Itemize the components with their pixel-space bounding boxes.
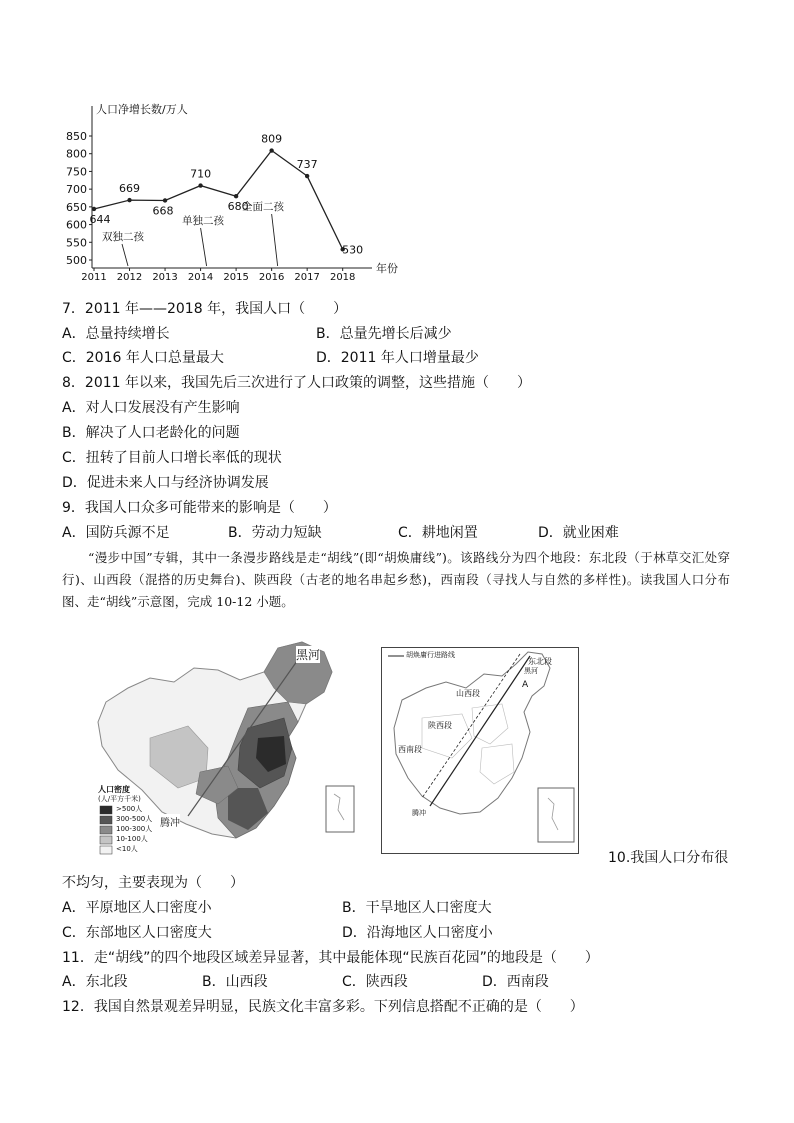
legend-swatch bbox=[100, 846, 112, 854]
data-label: 710 bbox=[190, 167, 212, 181]
data-label: 737 bbox=[296, 158, 318, 172]
data-point bbox=[198, 183, 202, 187]
q11-option-c[interactable]: C．陕西段 bbox=[342, 974, 408, 990]
data-label: 809 bbox=[261, 132, 283, 146]
data-label: 680 bbox=[227, 200, 249, 214]
x-tick-label: 2014 bbox=[187, 272, 214, 280]
q10-option-b[interactable]: B．干旱地区人口密度大 bbox=[342, 900, 492, 916]
label-dongbei-segment: 东北段 bbox=[528, 657, 552, 666]
q7-option-b[interactable]: B．总量先增长后减少 bbox=[316, 326, 452, 342]
y-tick-label: 750 bbox=[66, 165, 87, 179]
policy-annotation: 双独二孩 bbox=[102, 231, 144, 243]
label-shanxi-segment: 山西段 bbox=[456, 689, 480, 698]
legend-label: >500人 bbox=[116, 805, 143, 813]
legend-swatch bbox=[100, 826, 112, 834]
q12-stem: 12．我国自然景观差异明显，民族文化丰富多彩。下列信息搭配不正确的是（ ） bbox=[62, 999, 584, 1015]
label-heihe: 黑河 bbox=[296, 648, 321, 662]
data-point bbox=[269, 148, 273, 152]
data-point bbox=[163, 198, 167, 202]
q8-stem: 8．2011 年以来，我国先后三次进行了人口政策的调整，这些措施（ ） bbox=[62, 375, 531, 391]
x-axis-label: 年份 bbox=[376, 262, 398, 275]
q8-option-c[interactable]: C．扭转了目前人口增长率低的现状 bbox=[62, 450, 282, 466]
label-tengchong: 腾冲 bbox=[160, 814, 180, 829]
q7-option-c[interactable]: C．2016 年人口总量最大 bbox=[62, 350, 224, 366]
y-tick-label: 850 bbox=[66, 130, 87, 143]
legend-unit: (人/平方千米) bbox=[98, 795, 141, 803]
data-point bbox=[127, 198, 131, 202]
data-label: 644 bbox=[89, 212, 111, 226]
route-legend-label: 胡焕庸行进路线 bbox=[406, 651, 455, 659]
x-tick-label: 2016 bbox=[258, 272, 285, 280]
q9-option-a[interactable]: A．国防兵源不足 bbox=[62, 525, 170, 541]
q11-stem: 11．走“胡线”的四个地段区域差异显著，其中最能体现“民族百花园”的地段是（ ） bbox=[62, 950, 599, 966]
x-tick-label: 2017 bbox=[294, 272, 320, 280]
q10-option-d[interactable]: D．沿海地区人口密度小 bbox=[342, 925, 493, 941]
south-sea-inset-2 bbox=[538, 788, 574, 842]
hu-line-route-map bbox=[381, 647, 579, 854]
y-tick-label: 650 bbox=[66, 200, 87, 214]
reading-passage: “漫步中国”专辑，其中一条漫步路线是走“胡线”(即“胡焕庸线”)。该路线分为四个地段：东北段（于林草交汇处穿行)、山西段（混搭的历史舞台)、陕西段（古老的地名串起乡愁)，西南段（寻找人与自然的多样性)。读我国人口分布图、走“胡线”示意图，完成 10-12 小题。 bbox=[62, 550, 730, 609]
q8-option-b[interactable]: B．解决了人口老龄化的问题 bbox=[62, 425, 240, 441]
policy-annotation: 全面二孩 bbox=[242, 201, 284, 213]
data-label: 530 bbox=[342, 243, 364, 257]
legend-swatch bbox=[100, 836, 112, 844]
china-outline-2 bbox=[394, 652, 550, 814]
annotation-arrow bbox=[201, 228, 207, 266]
q7-stem: 7．2011 年——2018 年，我国人口（ ） bbox=[62, 301, 348, 317]
annotation-arrow bbox=[122, 244, 128, 266]
label-shaanxi-segment: 陕西段 bbox=[428, 721, 452, 730]
policy-annotation: 单独二孩 bbox=[182, 215, 224, 227]
q9-stem: 9．我国人口众多可能带来的影响是（ ） bbox=[62, 500, 337, 516]
label-heihe-2: 黑河 bbox=[524, 667, 538, 675]
q10-option-c[interactable]: C．东部地区人口密度大 bbox=[62, 925, 212, 941]
q9-option-d[interactable]: D．就业困难 bbox=[538, 525, 619, 541]
label-point-a: A bbox=[522, 680, 529, 690]
legend-label: <10人 bbox=[116, 845, 138, 853]
density-legend bbox=[100, 806, 112, 854]
population-growth-chart bbox=[62, 100, 402, 280]
label-xinan-segment: 西南段 bbox=[398, 745, 422, 754]
q8-option-a[interactable]: A．对人口发展没有产生影响 bbox=[62, 400, 240, 416]
q7-option-d[interactable]: D．2011 年人口增量最少 bbox=[316, 350, 479, 366]
line-chart bbox=[62, 100, 402, 280]
q10-option-a[interactable]: A．平原地区人口密度小 bbox=[62, 900, 212, 916]
q10-stem-part2: 不均匀，主要表现为（ ） bbox=[62, 875, 244, 891]
data-point bbox=[305, 174, 309, 178]
data-point bbox=[92, 207, 96, 211]
legend-title: 人口密度 bbox=[98, 785, 130, 794]
annotation-arrow bbox=[272, 214, 278, 266]
legend-label: 100-300人 bbox=[116, 825, 153, 833]
q11-option-a[interactable]: A．东北段 bbox=[62, 974, 128, 990]
q9-option-c[interactable]: C．耕地闲置 bbox=[398, 525, 478, 541]
q10-stem-part1: 10.我国人口分布很 bbox=[608, 850, 729, 866]
x-tick-label: 2015 bbox=[223, 272, 249, 280]
population-density-map bbox=[88, 638, 356, 860]
legend-swatch bbox=[100, 816, 112, 824]
y-tick-label: 500 bbox=[66, 254, 87, 267]
y-tick-label: 800 bbox=[66, 147, 87, 161]
q9-option-b[interactable]: B．劳动力短缺 bbox=[228, 525, 322, 541]
legend-label: 300-500人 bbox=[116, 815, 153, 823]
q8-option-d[interactable]: D．促进未来人口与经济协调发展 bbox=[62, 475, 269, 491]
label-tengchong-2: 腾冲 bbox=[412, 809, 426, 817]
x-tick-label: 2018 bbox=[329, 272, 356, 280]
south-sea-inset bbox=[326, 786, 354, 832]
y-tick-label: 600 bbox=[66, 218, 87, 232]
q11-option-b[interactable]: B．山西段 bbox=[202, 974, 268, 990]
q7-option-a[interactable]: A．总量持续增长 bbox=[62, 326, 170, 342]
y-tick-label: 550 bbox=[66, 236, 87, 250]
x-tick-label: 2013 bbox=[152, 272, 178, 280]
data-label: 668 bbox=[152, 204, 174, 218]
y-axis-label: 人口净增长数/万人 bbox=[96, 103, 188, 116]
data-label: 669 bbox=[119, 182, 141, 196]
data-point bbox=[234, 194, 238, 198]
y-tick-label: 700 bbox=[66, 183, 87, 197]
q11-option-d[interactable]: D．西南段 bbox=[482, 974, 549, 990]
legend-label: 10-100人 bbox=[116, 835, 148, 843]
legend-swatch bbox=[100, 806, 112, 814]
x-tick-label: 2012 bbox=[116, 272, 143, 280]
x-tick-label: 2011 bbox=[81, 272, 107, 280]
